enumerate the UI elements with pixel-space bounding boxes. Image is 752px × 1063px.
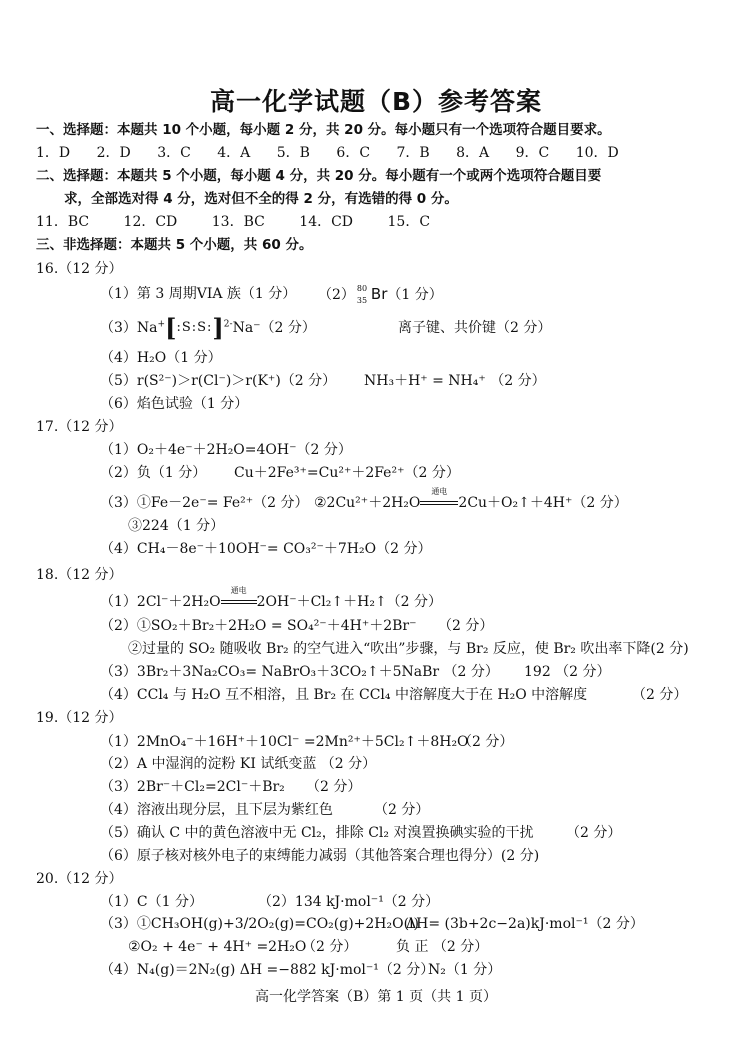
q19-answer-6: （6）原子核对核外电子的束缚能力减弱（其他答案合理也得分）(2 分) xyxy=(100,848,540,864)
q20-answer-2: （2）134 kJ·mol⁻¹（2 分） xyxy=(258,894,440,910)
q20-answer-3-3: 负 正 （2 分） xyxy=(396,939,489,955)
q16-answer-2: （2） 80 35 Br（1 分） xyxy=(318,284,443,305)
q20-answer-3-1-enthalpy: ΔH= (3b+2c−2a)kJ·mol⁻¹（2 分） xyxy=(406,916,644,932)
electron-dot-bracket-right: ] xyxy=(212,313,224,342)
q16-answer-3: （3）Na+[:S:S:]$^{2-}$Na⁻（2 分） xyxy=(100,313,316,342)
answer-14: 14．CD xyxy=(299,214,354,230)
q19-answer-3-score: （2 分） xyxy=(306,779,362,795)
page-footer: 高一化学答案（B）第 1 页（共 1 页） xyxy=(255,989,497,1005)
q16-heading: 16.（12 分） xyxy=(36,261,123,277)
section-1-answers xyxy=(36,144,619,162)
q18-heading: 18.（12 分） xyxy=(36,567,123,583)
answer-11: 11．BC xyxy=(36,214,90,230)
q20-answer-3-2: ②O₂ + 4e⁻ + 4H⁺ =2H₂O xyxy=(128,939,307,955)
q20-heading: 20.（12 分） xyxy=(36,871,123,887)
q17-answer-2: （2）负（1 分） xyxy=(100,465,207,481)
q17-answer-3-2: ②2Cu²⁺＋2H₂O 通电 2Cu＋O₂↑＋4H⁺（2 分） xyxy=(314,487,628,511)
q18-answer-2-2: ②过量的 SO₂ 随吸收 Br₂ 的空气进入“吹出”步骤，与 Br₂ 反应，使 Br₂ 吹出率下降(2 分) xyxy=(128,641,689,657)
q17-answer-4: （4）CH₄－8e⁻＋10OH⁻= CO₃²⁻＋7H₂O（2 分） xyxy=(100,541,432,557)
section-3-heading: 三、非选择题：本题共 5 个小题，共 60 分。 xyxy=(36,237,313,253)
q19-answer-3: （3）2Br⁻＋Cl₂=2Cl⁻＋Br₂ xyxy=(100,779,285,795)
q18-answer-2-1: （2）①SO₂＋Br₂＋2H₂O = SO₄²⁻＋4H⁺＋2Br⁻ xyxy=(100,618,417,634)
q18-answer-3-result: 192 （2 分） xyxy=(524,664,611,680)
q18-answer-1: （1）2Cl⁻＋2H₂O 通电 2OH⁻＋Cl₂↑＋H₂↑（2 分） xyxy=(100,586,443,610)
section-2-heading-cont: 求，全部选对得 4 分，选对但不全的得 2 分，有选错的得 0 分。 xyxy=(64,191,458,207)
answer-3: 3．C xyxy=(157,145,191,161)
q16-answer-3-bonds: 离子键、共价键（2 分） xyxy=(398,320,552,336)
answer-8: 8．A xyxy=(456,145,490,161)
section-2-heading: 二、选择题：本题共 5 个小题，每小题 4 分，共 20 分。每小题有一个或两个选项符合题目要 xyxy=(36,168,602,184)
q16-answer-6: （6）焰色试验（1 分） xyxy=(100,396,249,412)
answer-5: 5．B xyxy=(276,145,310,161)
q19-answer-1-score: （2 分） xyxy=(458,734,514,750)
electrolysis-condition: 通电 xyxy=(221,593,257,611)
answer-7: 7．B xyxy=(396,145,430,161)
q16-answer-5-equation: NH₃＋H⁺ = NH₄⁺ （2 分） xyxy=(364,373,546,389)
q17-answer-3-3: ③224（1 分） xyxy=(128,518,225,534)
q16-answer-4: （4）H₂O（1 分） xyxy=(100,350,222,366)
q19-answer-2: （2）A 中湿润的淀粉 KI 试纸变蓝 （2 分） xyxy=(100,756,377,772)
q17-answer-2-equation: Cu＋2Fe³⁺=Cu²⁺＋2Fe²⁺（2 分） xyxy=(234,465,460,481)
q19-answer-4: （4）溶液出现分层，且下层为紫红色 xyxy=(100,802,333,818)
q18-answer-3: （3）3Br₂＋3Na₂CO₃= NaBrO₃＋3CO₂↑＋5NaBr （2 分） xyxy=(100,664,499,680)
isotope-notation: 80 35 xyxy=(356,284,368,305)
answer-13: 13．BC xyxy=(211,214,265,230)
q16-answer-1: （1）第 3 周期VIA 族（1 分） xyxy=(100,286,297,302)
q19-answer-5: （5）确认 C 中的黄色溶液中无 Cl₂，排除 Cl₂ 对溴置换碘实验的干扰 xyxy=(100,825,534,841)
q19-heading: 19.（12 分） xyxy=(36,710,123,726)
answer-4: 4．A xyxy=(217,145,251,161)
page-title: 高一化学试题（B）参考答案 xyxy=(209,87,543,116)
answer-6: 6．C xyxy=(336,145,371,161)
electron-dot-bracket-left: [ xyxy=(165,313,177,342)
q16-answer-5: （5）r(S²⁻)＞r(Cl⁻)＞r(K⁺)（2 分） xyxy=(100,373,337,389)
answer-9: 9．C xyxy=(515,145,550,161)
answer-15: 15．C xyxy=(387,214,431,230)
q20-answer-1: （1）C（1 分） xyxy=(100,894,203,910)
electron-dot-structure: :S:S: xyxy=(176,320,213,335)
answer-10: 10．D xyxy=(575,145,619,161)
q19-answer-5-score: （2 分） xyxy=(566,825,622,841)
q18-answer-4-score: （2 分） xyxy=(632,687,688,703)
section-1-heading: 一、选择题：本题共 10 个小题，每小题 2 分，共 20 分。每小题只有一个选项符合题目要求。 xyxy=(36,122,611,138)
q20-answer-4-product: N₂（1 分） xyxy=(428,962,502,978)
answer-12: 12．CD xyxy=(123,214,178,230)
q20-answer-3-1: （3）①CH₃OH(g)+3/2O₂(g)=CO₂(g)+2H₂O(l) xyxy=(100,916,420,932)
q18-answer-2-1-score: （2 分） xyxy=(438,618,494,634)
q20-answer-4: （4）N₄(g)＝2N₂(g) ΔH =−882 kJ·mol⁻¹（2 分） xyxy=(100,962,435,978)
q19-answer-1: （1）2MnO₄⁻＋16H⁺＋10Cl⁻ =2Mn²⁺＋5Cl₂↑＋8H₂O xyxy=(100,734,469,750)
answer-1: 1．D xyxy=(36,145,71,161)
section-2-answers xyxy=(36,213,430,231)
q19-answer-4-score: （2 分） xyxy=(374,802,430,818)
q17-answer-1: （1）O₂＋4e⁻＋2H₂O=4OH⁻（2 分） xyxy=(100,442,352,458)
electrolysis-condition: 通电 xyxy=(420,494,458,512)
q17-answer-3-1: （3）①Fe－2e⁻= Fe²⁺（2 分） xyxy=(100,495,309,511)
answer-2: 2．D xyxy=(96,145,131,161)
q17-heading: 17.（12 分） xyxy=(36,419,123,435)
q20-answer-3-2-score: （2 分） xyxy=(302,939,358,955)
q18-answer-4: （4）CCl₄ 与 H₂O 互不相溶，且 Br₂ 在 CCl₄ 中溶解度大于在 H₂O 中溶解度 xyxy=(100,687,588,703)
